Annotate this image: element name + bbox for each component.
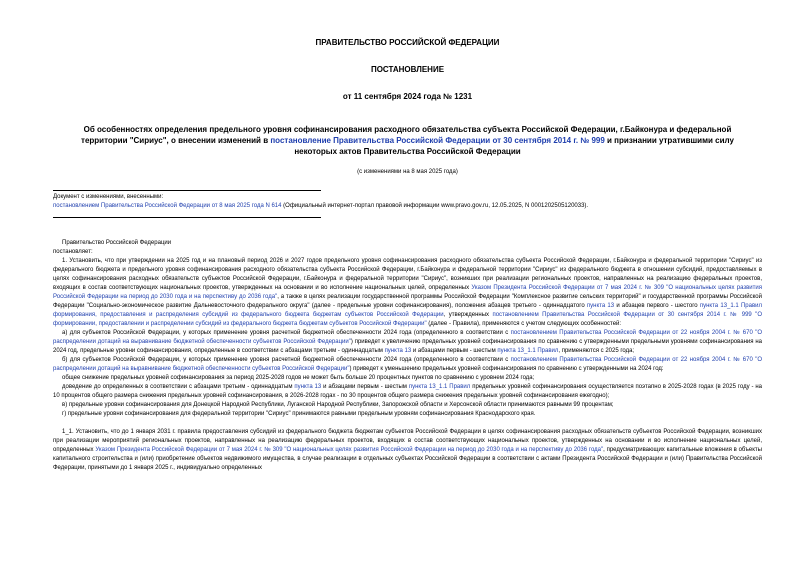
pb-text-a: б) для субъектов Российской Федерации, у которых применение уровня расчетной бюджетной обеспеченности 2024 года (определенного в соответствии с [62,357,511,363]
link-point-13[interactable]: пункта 13 [586,303,615,309]
edition-note: (с изменениями на 8 мая 2025 года) [357,169,458,175]
document-type-heading: ПОСТАНОВЛЕНИЕ [370,65,445,74]
paragraph-b [53,356,762,374]
link-decree-309-p11[interactable]: Указом Президента Российской Федерации от 7 мая 2024 г. № 309 "О национальных целях развития Российской Федерации на период до 2030 года и на перспективу до 2036 года" [95,447,604,453]
date-number-heading: от 11 сентября 2024 года № 1231 [342,92,473,101]
government-name: Правительство Российской Федерации [62,240,172,246]
paragraph-b-2 [53,383,762,401]
paragraph-v: в) предельные уровни софинансирования для Донецкой Народной Республики, Луганской Народной Республики, Запорожской области и Херсонской области принимаются равными 99 процентам; [62,402,614,408]
paragraph-a [53,329,762,356]
p1-text-b: , а также в целях реализации государственной программы Российской Федерации "Комплексное развитие сельских территорий" и государственной программы Российской Федерации "Социально-экономическое развитие Дальневосточного федерального округа" (далее - предельные уровни софинансирования), положения абзацев третьего - одиннадцатого [53,294,762,309]
link-decree-309[interactable]: Указом Президента Российской Федерации от 7 мая 2024 г. № 309 "О национальных целях развития Российской Федерации на период до 2030 года и на перспективу до 2036 года" [53,285,763,300]
paragraph-b-1: общее снижение предельных уровней софинансирования за период 2025-2028 годов не может быть больше 20 процентных пунктов по сравнению с уровнем 2024 года; [62,375,535,381]
pa-text-a: а) для субъектов Российской Федерации, у которых применение уровня расчетной бюджетной обеспеченности 2024 года (определенного в соответствии с [62,330,511,336]
title-text-2: и признании утратившими силу некоторых актов Правительства Российской Федерации [294,136,734,156]
pa-text-c: и абзацами первым - шестым [411,348,498,354]
paragraph-1 [53,257,762,329]
paragraph-gap [53,419,762,428]
pb2-text-b: и абзацами первым - шестым [321,384,409,390]
changes-label: Документ с изменениями, внесенными: [53,194,164,200]
link-resolution-670-b[interactable]: постановлением Правительства Российской Федерации от 22 ноября 2004 г. № 670 "О распределении дотаций на выравнивание бюджетной обеспеченности субъектов Российской Федерации" [53,357,762,372]
decrees-line: постановляет: [53,249,93,255]
pa-text-b: ) приведет к увеличению предельных уровней софинансирования по сравнению с утвержденными предельными уровнями софинансирования на 2024 год, предельные уровни софинансирования, определенные в соответствии с абзацами третьим - одиннадцатым [53,339,762,354]
pb2-text-c: предельных уровней софинансирования осуществляется поэтапно в 2025-2028 годах (в 2025 году - на 10 процентов общего размера снижения предельных уровней софинансирования, в 2026-2028 годах - по 30 процентов общего размера снижения предельных уровней софинансирования ежегодно); [53,384,763,399]
p1-text-a: 1. Установить, что при утверждении на 2025 год и на плановый период 2026 и 2027 годов предельного уровня софинансирования расходного обязательства субъекта Российской Федерации, г.Байконура и федеральной территории "Сириус" из федерального бюджета и предельного уровня софинансирования расходного обязательства субъекта Российской Федерации, г.Байконура и федеральной территории "Сириус" из федерального бюджета в отношении субсидий, предоставляемых в целях софинансирования расходных обязательств субъектов Российской Федерации, г.Байконура и федеральной территории "Сириус", возникших при реализации региональных проектов, направленных на реализацию федеральных проектов, входящих в состав соответствующих национальных проектов, утвержденных на основании и во исполнение национальных целей, определенных [53,258,762,291]
government-heading: ПРАВИТЕЛЬСТВО РОССИЙСКОЙ ФЕДЕРАЦИИ [315,38,500,47]
paragraph-g: г) предельные уровни софинансирования для федеральной территории "Сириус" принимаются равными предельным уровням софинансирования Краснодарского края. [62,411,536,417]
p11-text-a: 1_1. Установить, что до 1 января 2031 г. правила предоставления субсидий из федерального бюджета бюджетам субъектов Российской Федерации в целях софинансирования расходных обязательств субъектов Российской Федерации, возникших при реализации мероприятий региональных проектов, направленных на реализацию федеральных проектов, входящих в состав соответствующих национальных проектов, утвержденных на основании и во исполнение национальных целей, определенных [53,429,762,453]
link-resolution-670-a[interactable]: постановлением Правительства Российской Федерации от 22 ноября 2004 г. № 670 "О распределении дотаций на выравнивание бюджетной обеспеченности субъектов Российской Федерации" [53,330,762,345]
p1-text-e: (далее - Правила), применяются с учетом следующих особенностей: [426,321,622,327]
pb-text-b: ) приведет к уменьшению предельных уровней софинансирования по сравнению с утвержденными на 2024 год: [349,366,664,372]
paragraph-1-1 [53,428,762,473]
document-body [53,218,762,473]
link-point-13-b2[interactable]: пункта 13 [294,384,322,390]
changes-link-resolution-614[interactable]: постановлением Правительства Российской Федерации от 8 мая 2025 года N 614 [53,203,282,209]
link-point-13-1-1-b2[interactable]: пункта 13_1.1 Правил [408,384,471,390]
title-link-resolution-999[interactable]: постановление Правительства Российской Федерации от 30 сентября 2014 г. № 999 [270,136,605,145]
p11-text-b: , предусматривающих капитальные вложения в объекты капитального строительства и (или) приобретение объектов недвижимого имущества, в случае реализации в отдельных субъектах Российской Федерации в соответствии с актами Президента Российской Федерации и (или) Правительства Российской Федерации, принятыми до 1 января 2025 г., индивидуально определенных [53,447,762,471]
link-resolution-999[interactable]: постановлением Правительства Российской Федерации от 30 сентября 2014 г. № 999 "О формировании, предоставлении и распределении субсидий из федерального бюджета бюджетам субъектов Российской Федерации" [53,312,762,327]
link-point-13-1-1-a[interactable]: пункта 13_1.1 Правил [497,348,559,354]
title-text-1: Об особенностях определения предельного уровня софинансирования расходного обязательства субъекта Российской Федерации, г.Байконура и федеральной территории "Сириус", о внесении изменений в [81,125,732,145]
pa-text-d: , применяются с 2025 года; [558,348,635,354]
link-point-13-a[interactable]: пункта 13 [384,348,412,354]
changes-source: (Официальный интернет-портал правовой информации www.pravo.gov.ru, 12.05.2025, N 0001202505120033). [281,203,589,209]
document-changes-note [53,191,762,214]
p1-text-c: и абзацев первого - шестого [614,303,700,309]
changes-line [53,202,762,211]
p1-text-d: , утвержденных [443,312,493,318]
document-title [53,102,762,157]
pb2-text-a: доведение до определенных в соответствии с абзацами третьим - одиннадцатым [62,384,295,390]
link-point-13-1-1-rules[interactable]: пункта 13_1.1 Правил формирования, предоставления и распределения субсидий из федерального бюджета бюджетам субъектов Российской Федерации [53,303,762,318]
